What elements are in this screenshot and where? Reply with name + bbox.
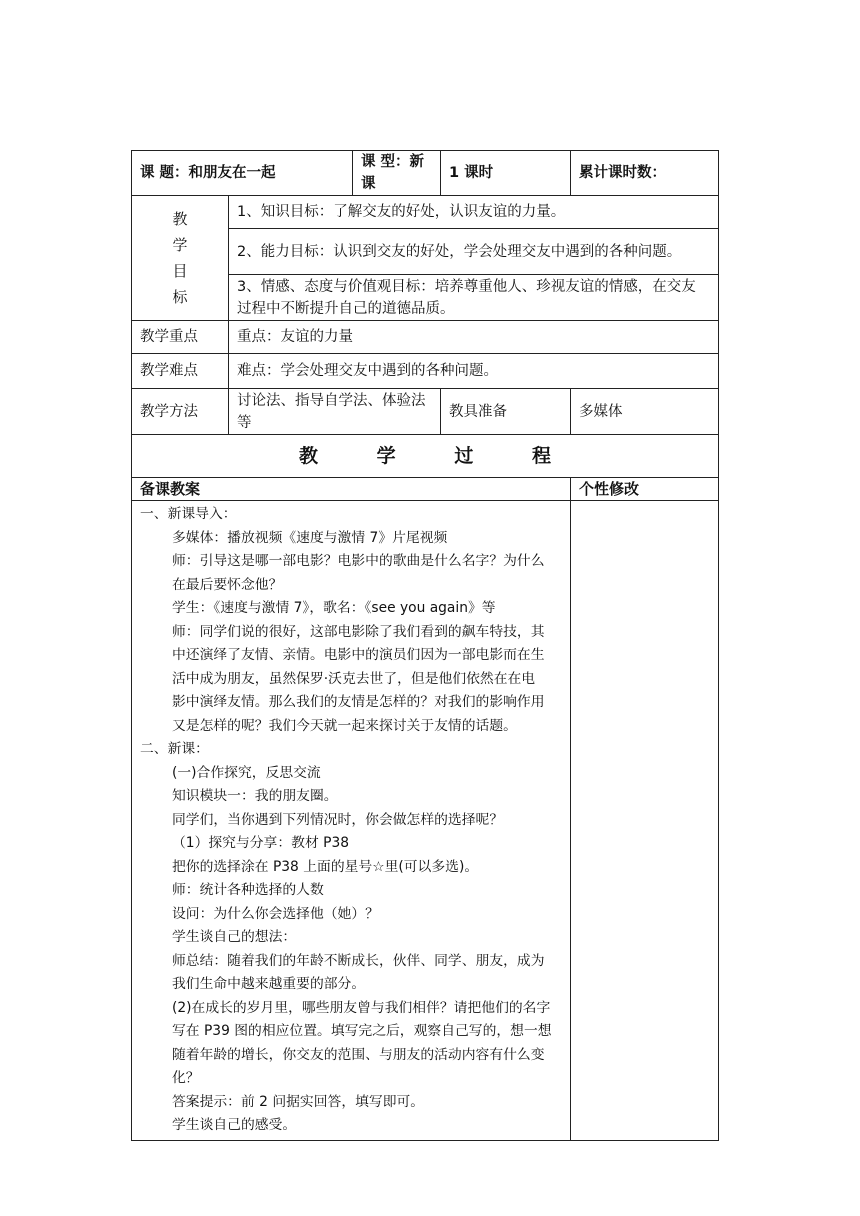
plan-line: 在最后要怀念他？ [172,576,283,593]
process-column-header-row [132,478,719,501]
plan-line: 二、新课： [140,741,209,757]
plan-line: 中还演绎了友情、亲情。电影中的演员们因为一部电影而在生 [172,647,545,663]
process-body-row [132,501,719,1141]
plan-line: (2)在成长的岁月里，哪些朋友曾与我们相伴？请把他们的名字 [172,999,551,1016]
plan-line: 又是怎样的呢？我们今天就一起来探讨关于友情的话题。 [172,717,517,734]
tools-label: 教具准备 [441,389,571,435]
topic-cell: 课 题：和朋友在一起 [132,151,353,196]
method-row [132,389,719,435]
objective-ability: 2、能力目标：认识到交友的好处，学会处理交友中遇到的各种问题。 [229,229,719,275]
plan-line: 把你的选择涂在 P38 上面的星号☆里(可以多选)。 [172,858,479,875]
process-title-char: 程 [531,445,551,467]
plan-line: 影中演绎友情。那么我们的友情是怎样的？对我们的影响作用 [172,694,545,710]
method-label: 教学方法 [132,389,229,435]
plan-line: （1）探究与分享：教材 P38 [172,835,350,851]
key-point-row [132,321,719,354]
process-title-char: 教 [299,445,319,467]
edit-column-header: 个性修改 [571,478,719,501]
plan-line: 写在 P39 图的相应位置。填写完之后，观察自己写的，想一想 [172,1023,552,1039]
key-point-label: 教学重点 [132,321,229,354]
plan-line: 学生谈自己的想法： [172,929,297,945]
plan-line: 设问：为什么你会选择他（她）？ [172,905,379,922]
objective-row-1 [132,196,719,229]
difficulty-value: 难点：学会处理交友中遇到的各种问题。 [229,354,719,389]
plan-line: 我们生命中越来越重要的部分。 [172,976,366,992]
plan-line: 师总结：随着我们的年龄不断成长，伙伴、同学、朋友，成为 [172,952,545,969]
plan-line: 活中成为朋友，虽然保罗·沃克去世了，但是他们依然在在电 [172,670,536,687]
edit-body [571,501,719,1141]
key-point-value: 重点：友谊的力量 [229,321,719,354]
method-value: 讨论法、指导自学法、体验法等 [229,389,441,435]
cumulative-cell: 累计课时数： [571,151,719,196]
process-title-char: 学 [376,445,396,467]
plan-body [132,501,571,1141]
lesson-plan-sheet [131,150,718,1141]
plan-line: 化？ [172,1070,200,1086]
process-title [132,435,719,478]
objectives-label-char: 目 [172,262,188,280]
plan-line: 一、新课导入： [140,506,237,522]
process-title-row [132,435,719,478]
plan-line: 随着年龄的增长，你交友的范围、与朋友的活动内容有什么变 [172,1046,545,1063]
plan-line: 师：同学们说的很好，这部电影除了我们看到的飙车特技，其 [172,623,545,640]
objectives-label-char: 标 [172,288,188,306]
plan-line: 师：引导这是哪一部电影？电影中的歌曲是什么名字？为什么 [172,553,545,569]
objectives-label-char: 教 [172,210,188,228]
plan-line: 同学们，当你遇到下列情况时，你会做怎样的选择呢？ [172,811,504,828]
objective-emotion: 3、情感、态度与价值观目标：培养尊重他人、珍视友谊的情感，在交友过程中不断提升自己的道德品质。 [229,275,719,321]
plan-line: 多媒体：播放视频《速度与激情 7》片尾视频 [172,529,448,546]
tools-value: 多媒体 [571,389,719,435]
lesson-plan-table [131,150,719,1141]
difficulty-label: 教学难点 [132,354,229,389]
difficulty-row [132,354,719,389]
header-row [132,151,719,196]
plan-line: 学生：《速度与激情 7》，歌名：《see you again》等 [172,600,496,616]
objectives-label-char: 学 [172,236,188,254]
process-title-char: 过 [454,445,474,467]
plan-column-header: 备课教案 [132,478,571,501]
plan-line: 师：统计各种选择的人数 [172,882,324,898]
type-cell: 课 型：新课 [353,151,441,196]
hours-cell: 1 课时 [441,151,571,196]
plan-line: 知识模块一：我的朋友圈。 [172,788,338,804]
objectives-label [132,196,229,321]
plan-line: (一)合作探究，反思交流 [172,764,321,781]
plan-line: 学生谈自己的感受。 [172,1117,297,1133]
objective-knowledge: 1、知识目标：了解交友的好处，认识友谊的力量。 [229,196,719,229]
plan-line: 答案提示：前 2 问据实回答，填写即可。 [172,1093,425,1110]
